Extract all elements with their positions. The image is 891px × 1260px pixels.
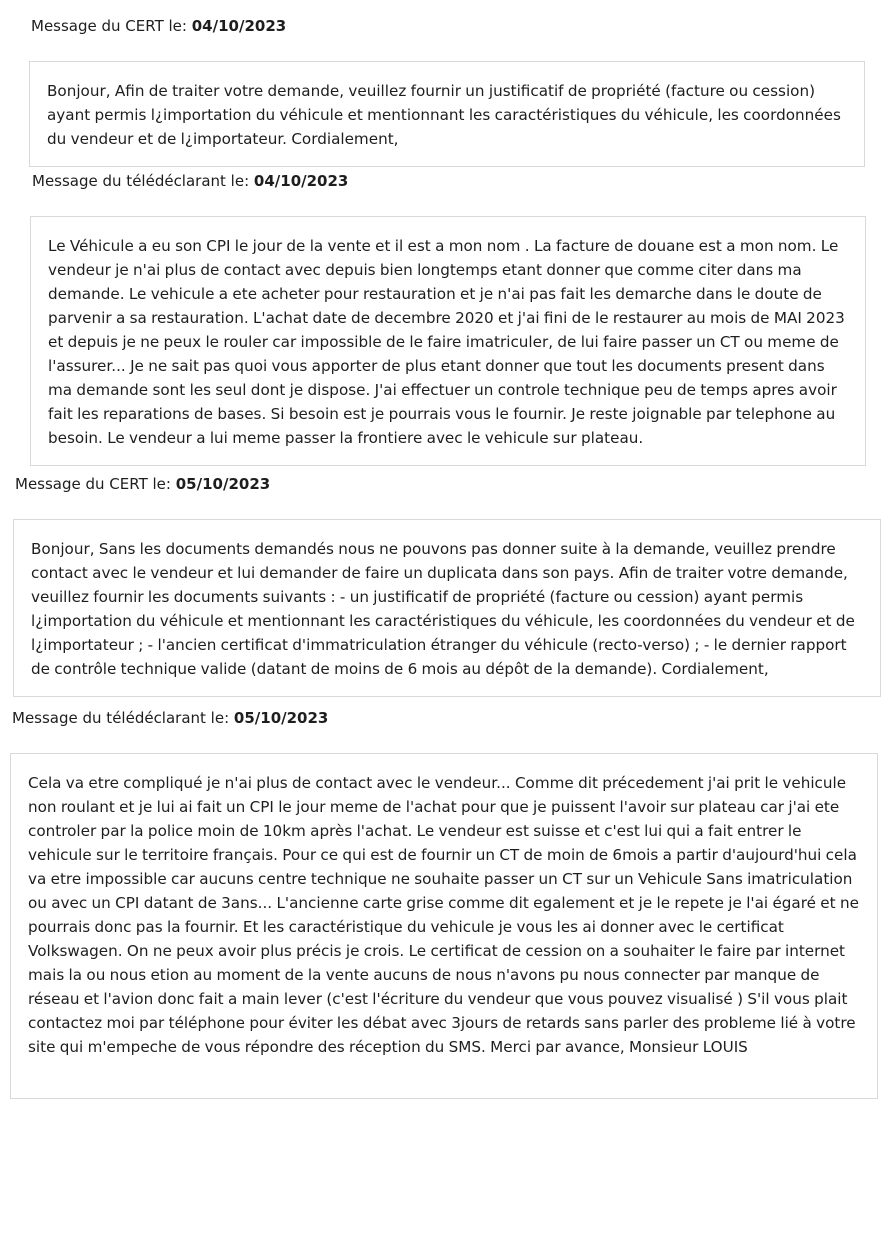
message-header [15, 474, 270, 494]
message-body-text: Le Véhicule a eu son CPI le jour de la vente et il est a mon nom . La facture de douane est a mon nom. Le vendeur je n'ai plus de contact avec depuis bien longtemps etant donner que comme citer dans ma demande. Le vehicule a ete acheter pour restauration et je n'ai pas fait les demarche dans le doute de parvenir a sa restauration. L'achat date de decembre 2020 et j'ai fini de le restaurer au mois de MAI 2023 et depuis je ne peux le rouler car impossible de le faire imatriculer, de lui faire passer un CT ou meme de l'assurer... Je ne sait pas quoi vous apporter de plus etant donner que tout les documents present dans ma demande sont les seul dont je dispose. J'ai effectuer un controle technique peu de temps apres avoir fait les reparations de bases. Si besoin est je pourrais vous le fournir. Je reste joignable par telephone au besoin. Le vendeur a lui meme passer la frontiere avec le vehicule sur plateau. [48, 237, 845, 447]
message-body-text: Cela va etre compliqué je n'ai plus de contact avec le vendeur... Comme dit précedement j'ai prit le vehicule non roulant et je lui ai fait un CPI le jour meme de l'achat pour que je puissent l'avoir sur plateau car j'ai ete controler par la police moin de 10km après l'achat. Le vendeur est suisse et c'est lui qui a fait entrer le vehicule sur le territoire français. Pour ce qui est de fournir un CT de moin de 6mois a partir d'aujourd'hui cela va etre impossible car aucuns centre technique ne souhaite passer un CT sur un Vehicule Sans imatriculation ou avec un CPI datant de 3ans... L'ancienne carte grise comme dit egalement et je le repete je l'ai égaré et ne pourrais donc pas la fournir. Et les caractéristique du vehicule je vous les ai donner avec le certificat Volkswagen. On ne peux avoir plus précis je crois. Le certificat de cession on a souhaiter le faire par internet mais la ou nous etion au moment de la vente aucuns de nous n'avons pu nous connecter par manque de réseau et l'avion donc fait a main lever (c'est l'écriture du vendeur que vous pouvez visualisé ) S'il vous plait contactez moi par téléphone pour éviter les débat avec 3jours de retards sans parler des probleme lié à votre site qui m'empeche de vous répondre des réception du SMS. Merci par avance, Monsieur LOUIS [28, 774, 859, 1056]
message-sender-label: Message du CERT le: [15, 475, 176, 493]
message-body-box [13, 519, 881, 697]
message-header [12, 708, 328, 728]
message-date: 05/10/2023 [233, 709, 329, 727]
message-date: 04/10/2023 [191, 17, 287, 35]
message-date: 05/10/2023 [175, 475, 271, 493]
message-body-box [10, 753, 878, 1099]
message-header [31, 16, 286, 36]
message-sender-label: Message du télédéclarant le: [32, 172, 254, 190]
message-body-text: Bonjour, Sans les documents demandés nous ne pouvons pas donner suite à la demande, veuillez prendre contact avec le vendeur et lui demander de faire un duplicata dans son pays. Afin de traiter votre demande, veuillez fournir les documents suivants : - un justificatif de propriété (facture ou cession) ayant permis l¿importation du véhicule et mentionnant les caractéristiques du véhicule, les coordonnées du vendeur et de l¿importateur ; - l'ancien certificat d'immatriculation étranger du véhicule (recto-verso) ; - le dernier rapport de contrôle technique valide (datant de moins de 6 mois au dépôt de la demande). Cordialement, [31, 540, 855, 678]
message-body-box [29, 61, 865, 167]
message-date: 04/10/2023 [253, 172, 349, 190]
message-body-text: Bonjour, Afin de traiter votre demande, veuillez fournir un justificatif de propriété (facture ou cession) ayant permis l¿importation du véhicule et mentionnant les caractéristiques du véhicule, les coordonnées du vendeur et de l¿importateur. Cordialement, [47, 82, 841, 148]
message-body-box [30, 216, 866, 466]
message-header [32, 171, 348, 191]
message-sender-label: Message du télédéclarant le: [12, 709, 234, 727]
message-sender-label: Message du CERT le: [31, 17, 192, 35]
